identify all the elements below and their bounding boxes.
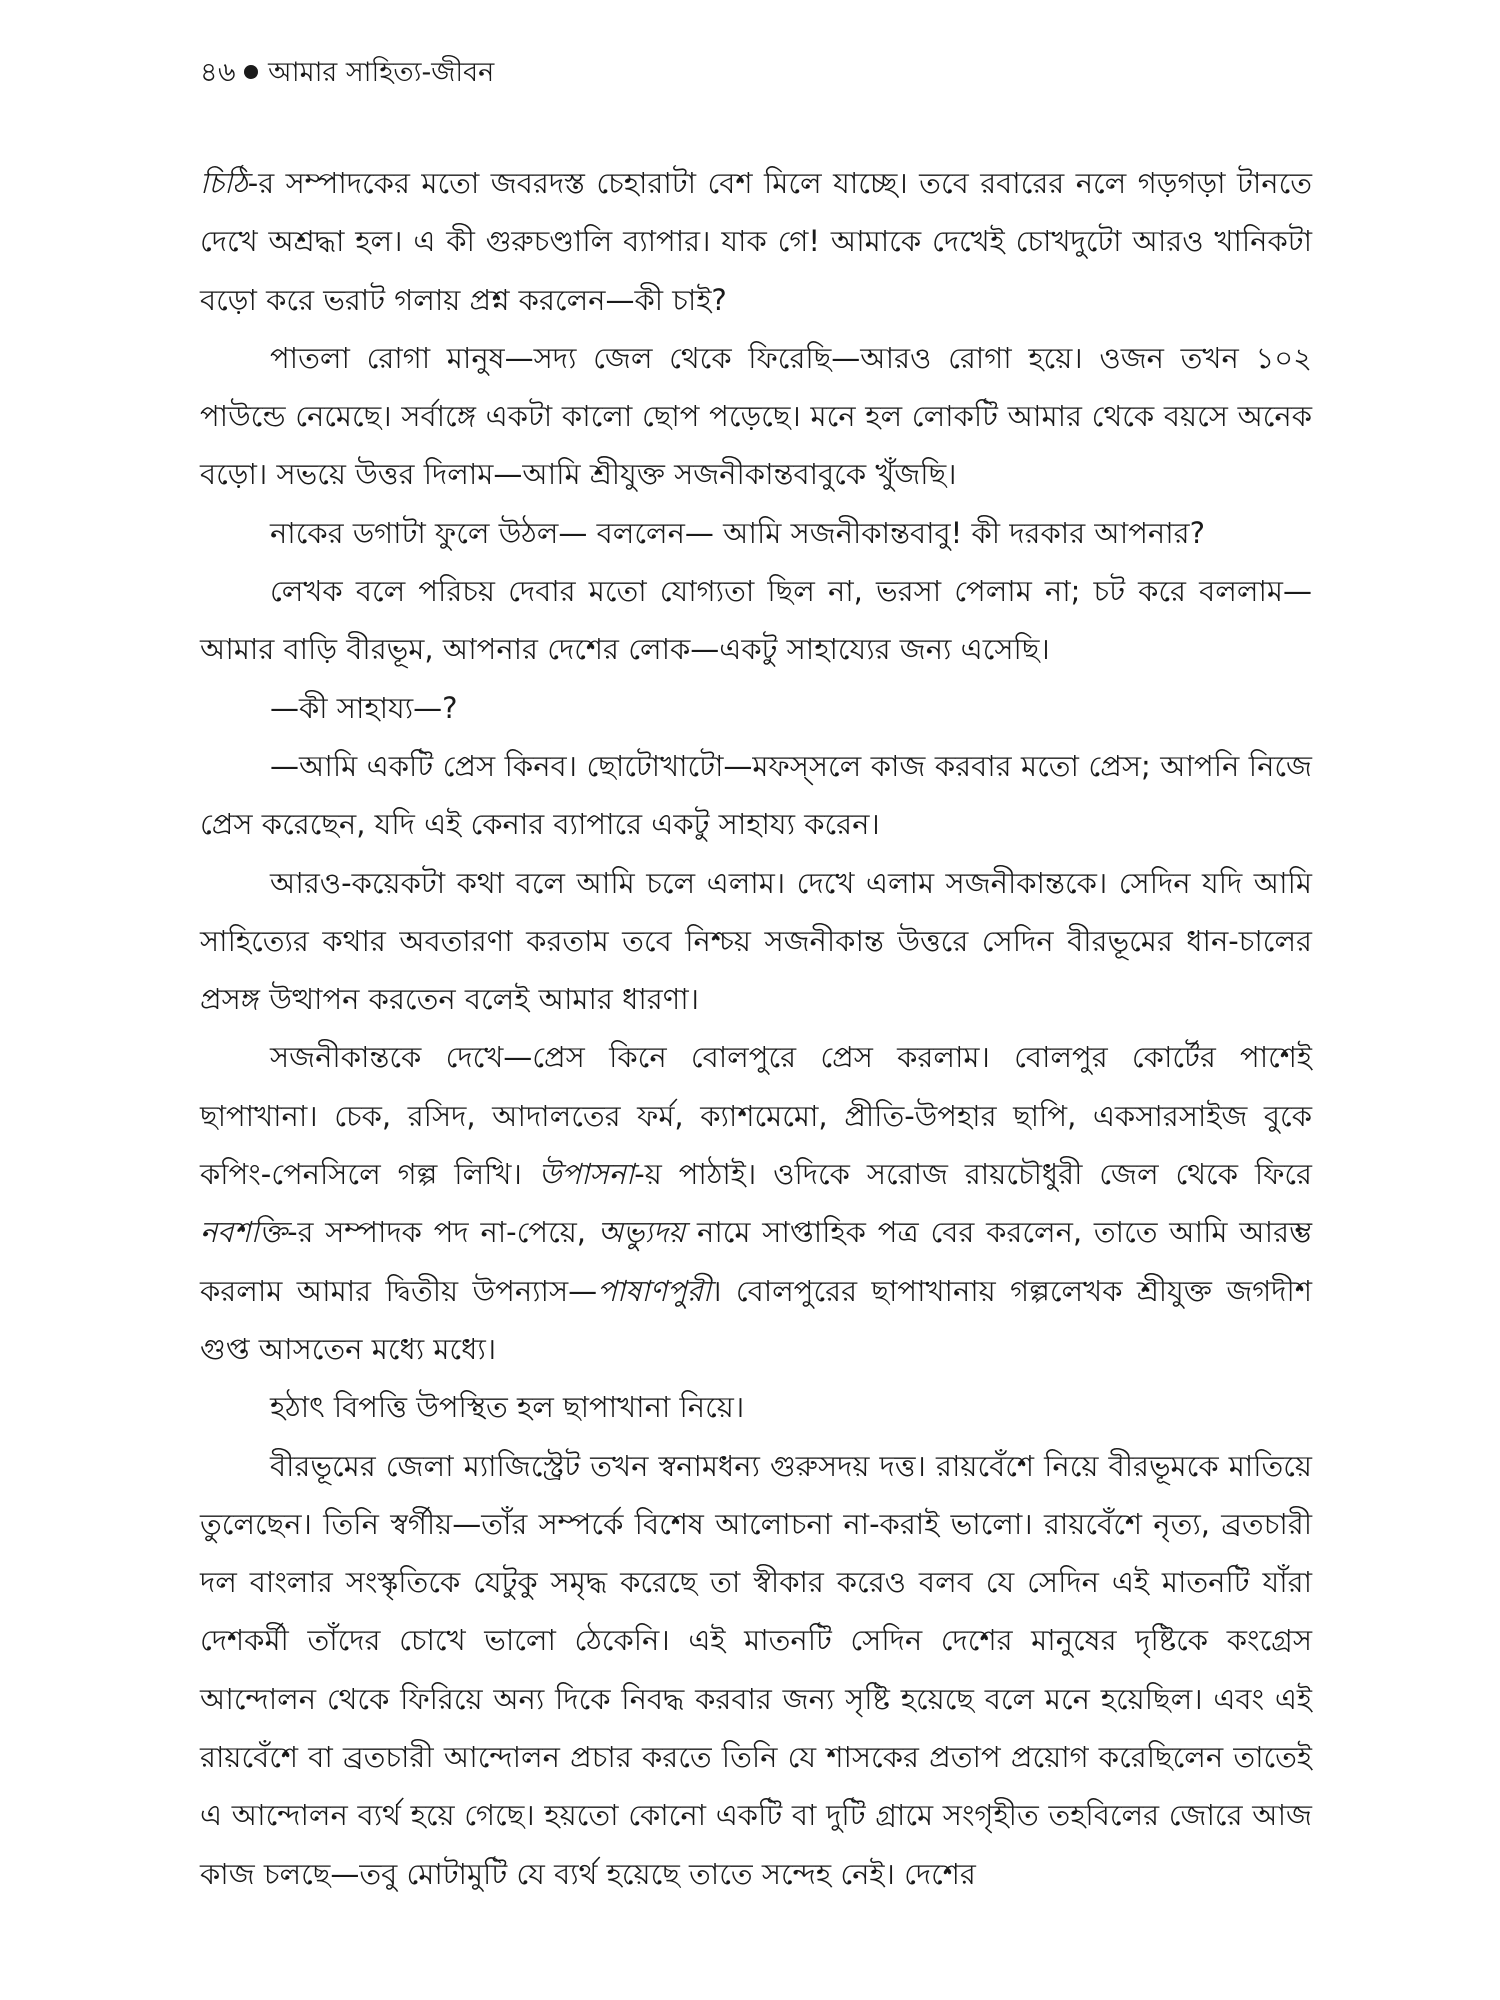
text-run: । বোলপুরের ছাপাখানায় গল্পলেখক শ্রীযুক্ত জগদীশ গুপ্ত আসতেন মধ্যে মধ্যে। [200, 1273, 1312, 1366]
periodical-title: চিঠি [200, 166, 248, 200]
paragraph [200, 854, 1312, 1029]
text-run: হঠাৎ বিপত্তি উপস্থিত হল ছাপাখানা নিয়ে। [270, 1390, 745, 1425]
periodical-title: অভ্যুদয় [597, 1215, 686, 1250]
paragraph [200, 1437, 1312, 1903]
periodical-title: উপাসনা [538, 1157, 635, 1192]
body-text [200, 154, 1312, 1903]
text-run: -র সম্পাদক পদ না-পেয়ে, [287, 1215, 598, 1250]
text-run: সজনীকান্তকে দেখে—প্রেস কিনে বোলপুরে প্রেস করলাম। বোলপুর কোর্টের পাশেই ছাপাখানা। চেক, রসিদ, আদালতের ফর্ম, ক্যাশমেমো, প্রীতি-উপহার ছাপি, একসারসাইজ বুকে কপিং-পেনসিলে গল্প লিখি। [200, 1040, 1312, 1192]
text-run: আরও-কয়েকটা কথা বলে আমি চলে এলাম। দেখে এলাম সজনীকান্তকে। সেদিন যদি আমি সাহিত্যের কথার অবতারণা করতাম তবে নিশ্চয় সজনীকান্ত উত্তরে সেদিন বীরভূমের ধান-চালের প্রসঙ্গ উত্থাপন করতেন বলেই আমার ধারণা। [200, 865, 1312, 1017]
book-title: আমার সাহিত্য-জীবন [268, 56, 495, 88]
text-run: বীরভূমের জেলা ম্যাজিস্ট্রেট তখন স্বনামধন্য গুরুসদয় দত্ত। রায়বেঁশে নিয়ে বীরভূমকে মাতিয়ে তুলেছেন। তিনি স্বর্গীয়—তাঁর সম্পর্কে বিশেষ আলোচনা না-করাই ভালো। রায়বেঁশে নৃত্য, ব্রতচারী দল বাংলার সংস্কৃতিকে যেটুকু সমৃদ্ধ করেছে তা স্বীকার করেও বলব যে সেদিন এই মাতনটি যাঁরা দেশকর্মী তাঁদের চোখে ভালো ঠেকেনি। এই মাতনটি সেদিন দেশের মানুষের দৃষ্টিকে কংগ্রেস আন্দোলন থেকে ফিরিয়ে অন্য দিকে নিবদ্ধ করবার জন্য সৃষ্টি হয়েছে বলে মনে হয়েছিল। এবং এই রায়বেঁশে বা ব্রতচারী আন্দোলন প্রচার করতে তিনি যে শাসকের প্রতাপ প্রয়োগ করেছিলেন তাতেই এ আন্দোলন ব্যর্থ হয়ে গেছে। হয়তো কোনো একটি বা দুটি গ্রামে সংগৃহীত তহবিলের জোরে আজ কাজ চলছে—তবু মোটামুটি যে ব্যর্থ হয়েছে তাতে সন্দেহ নেই। দেশের [200, 1448, 1312, 1891]
periodical-title: নবশক্তি [200, 1215, 288, 1250]
paragraph [200, 679, 1312, 737]
novel-title: পাষাণপুরী [597, 1273, 712, 1308]
paragraph [200, 737, 1312, 854]
paragraph [200, 329, 1312, 504]
running-header [200, 46, 1312, 98]
paragraph [200, 562, 1312, 679]
text-run: —আমি একটি প্রেস কিনব। ছোটোখাটো—মফস্‌সলে কাজ করবার মতো প্রেস; আপনি নিজে প্রেস করেছেন, যদি এই কেনার ব্যাপারে একটু সাহায্য করেন। [200, 748, 1312, 842]
paragraph [200, 1378, 1312, 1436]
text-run: নামে সাপ্তাহিক পত্র বের করলেন, তাতে আমি আরম্ভ করলাম আমার দ্বিতীয় উপন্যাস— [200, 1215, 1312, 1308]
text-run: লেখক বলে পরিচয় দেবার মতো যোগ্যতা ছিল না, ভরসা পেলাম না; চট করে বললাম— আমার বাড়ি বীরভূম, আপনার দেশের লোক—একটু সাহায্যের জন্য এসেছি। [200, 574, 1312, 667]
page-number: ৪৬ [200, 56, 237, 88]
text-run: -য় পাঠাই। ওদিকে সরোজ রায়চৌধুরী জেল থেকে ফিরে [634, 1157, 1312, 1192]
paragraph [200, 1028, 1312, 1378]
book-page [200, 46, 1312, 1903]
text-run: নাকের ডগাটা ফুলে উঠল— বললেন— আমি সজনীকান্তবাবু! কী দরকার আপনার? [270, 515, 1205, 550]
paragraph [200, 504, 1312, 562]
bullet-icon [244, 65, 258, 79]
text-run: পাতলা রোগা মানুষ—সদ্য জেল থেকে ফিরেছি—আরও রোগা হয়ে। ওজন তখন ১০২ পাউন্ডে নেমেছে। সর্বাঙ্গে একটা কালো ছোপ পড়েছে। মনে হল লোকটি আমার থেকে বয়সে অনেক বড়ো। সভয়ে উত্তর দিলাম—আমি শ্রীযুক্ত সজনীকান্তবাবুকে খুঁজছি। [200, 340, 1312, 492]
paragraph [200, 154, 1312, 329]
text-run: -র সম্পাদকের মতো জবরদস্ত চেহারাটা বেশ মিলে যাচ্ছে। তবে রবারের নলে গড়গড়া টানতে দেখে অশ্রদ্ধা হল। এ কী গুরুচণ্ডালি ব্যাপার। যাক গে! আমাকে দেখেই চোখদুটো আরও খানিকটা বড়ো করে ভরাট গলায় প্রশ্ন করলেন—কী চাই? [200, 166, 1312, 317]
text-run: —কী সাহায্য—? [270, 690, 458, 725]
